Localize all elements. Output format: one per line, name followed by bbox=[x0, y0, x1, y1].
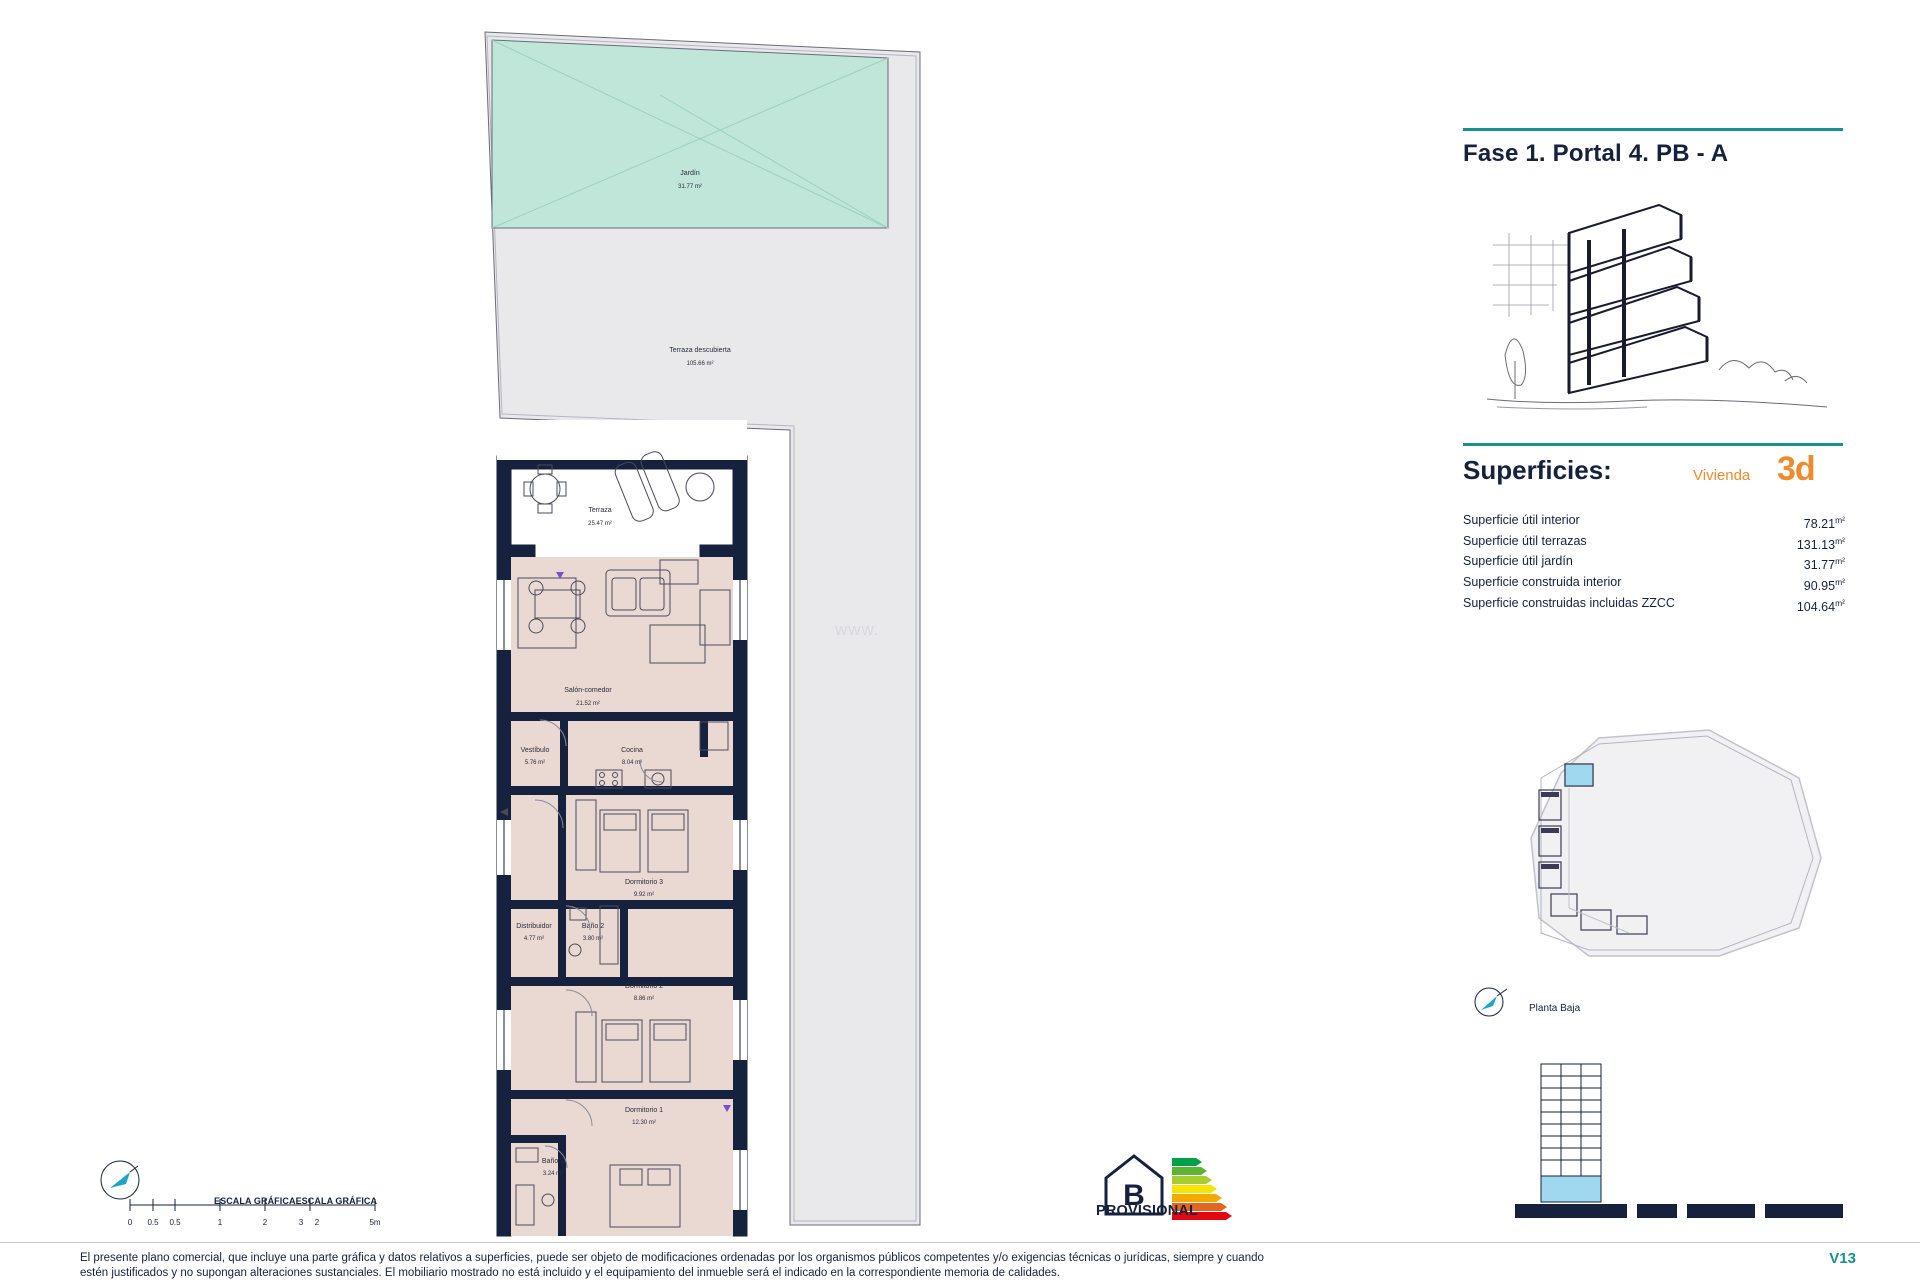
svg-text:0.5: 0.5 bbox=[169, 1218, 181, 1227]
surface-label: Superficie construida interior bbox=[1463, 574, 1622, 589]
page-title: Fase 1. Portal 4. PB - A bbox=[1463, 140, 1729, 167]
room-label-bano1: Baño 1 bbox=[541, 1158, 565, 1165]
room-label-distribuidor: Distribuidor bbox=[516, 923, 552, 930]
energy-provisional-label: PROVISIONAL bbox=[1096, 1203, 1199, 1219]
svg-text:3: 3 bbox=[298, 1218, 304, 1227]
room-label-vestibulo: Vestíbulo bbox=[520, 747, 550, 754]
surface-value: $131.13^{m^2}$ bbox=[1796, 535, 1845, 552]
surfaces-table bbox=[1463, 512, 1845, 615]
room-label-cocina: Cocina bbox=[621, 747, 643, 754]
svg-text:0.5: 0.5 bbox=[147, 1218, 159, 1227]
svg-text:2: 2 bbox=[314, 1218, 320, 1227]
divider-top bbox=[1463, 128, 1843, 131]
table-row bbox=[1463, 595, 1845, 616]
surface-label: Superficie útil jardín bbox=[1463, 554, 1573, 569]
room-area-jardin: 31.77 m² bbox=[678, 184, 702, 190]
surface-label: Superficie construidas incluidas ZZCC bbox=[1463, 595, 1675, 610]
table-row bbox=[1463, 553, 1845, 574]
room-label-jardin: Jardín bbox=[680, 170, 700, 177]
scale-caption: ESCALA GRÁFICAESCALA GRÁFICA bbox=[214, 1196, 378, 1206]
surfaces-heading: Superficies: bbox=[1463, 455, 1612, 485]
compass-icon bbox=[90, 1150, 150, 1210]
svg-text:0: 0 bbox=[127, 1218, 133, 1227]
surface-label: Superficie útil interior bbox=[1463, 513, 1580, 527]
surface-label: Superficie útil terrazas bbox=[1463, 533, 1587, 548]
room-area-terraza: 25.47 m² bbox=[588, 521, 612, 527]
table-row bbox=[1463, 574, 1845, 595]
room-area-vestibulo: 5.76 m² bbox=[524, 760, 546, 766]
compass-icon-small bbox=[1463, 980, 1523, 1025]
room-label-terraza-descubierta: Terraza descubierta bbox=[669, 347, 731, 354]
room-label-bano2: Baño 2 bbox=[581, 923, 605, 930]
surface-value: $78.21^{m^2}$ bbox=[1803, 515, 1845, 532]
site-key-plan bbox=[1469, 718, 1859, 993]
footer-disclaimer bbox=[0, 1242, 1920, 1280]
room-area-dormitorio1: 12.30 m² bbox=[632, 1120, 656, 1126]
footer-line-2: estén justificados y no supongan alteraciones sustanciales. El mobiliario mostrado no está incluido y el equipamiento del inmueble será el indicado en la correspondiente memoria de calidades. bbox=[80, 1266, 1060, 1279]
svg-text:5m: 5m bbox=[369, 1218, 381, 1227]
room-label-salon: Salón-comedor bbox=[564, 687, 612, 694]
room-label-dormitorio1: Dormitorio 1 bbox=[624, 1107, 664, 1114]
surface-value: $104.64^{m^2}$ bbox=[1796, 597, 1845, 614]
version-label: V13 bbox=[1829, 1250, 1856, 1267]
room-area-bano2: 3.80 m² bbox=[582, 936, 604, 942]
room-label-dormitorio2: Dormitorio 2 bbox=[624, 983, 664, 990]
dwelling-type: 3d bbox=[1777, 450, 1815, 488]
dwelling-label: Vivienda bbox=[1693, 467, 1751, 484]
watermark: www. bbox=[835, 620, 880, 639]
building-sketch bbox=[1469, 185, 1849, 420]
footer-line-1: El presente plano comercial, que incluye una parte gráfica y datos relativos a superficies, puede ser objeto de modificaciones ordenadas por los organismos públicos competentes y/o exigencias técnicas o jurídicas, siempre y cuando bbox=[80, 1252, 1264, 1264]
room-area-distribuidor: 4.77 m² bbox=[523, 936, 545, 942]
svg-text:1: 1 bbox=[217, 1218, 223, 1227]
room-area-cocina: 8.04 m² bbox=[621, 760, 643, 766]
info-panel bbox=[1455, 0, 1920, 1240]
table-row bbox=[1463, 533, 1845, 554]
svg-text:B: B bbox=[1123, 1179, 1145, 1212]
surface-value: $90.95^{m^2}$ bbox=[1803, 576, 1845, 594]
divider-surfaces bbox=[1463, 443, 1843, 446]
room-label-terraza: Terraza bbox=[588, 507, 612, 514]
room-area-dormitorio3: 9.92 m² bbox=[633, 892, 655, 898]
room-area-dormitorio2: 8.86 m² bbox=[633, 996, 655, 1002]
table-row bbox=[1463, 512, 1845, 533]
room-area-salon: 21.52 m² bbox=[576, 701, 600, 707]
room-area-bano1: 3.24 m² bbox=[542, 1171, 564, 1177]
building-elevation bbox=[1515, 1058, 1845, 1228]
room-area-terraza-descubierta: 105.66 m² bbox=[686, 361, 714, 367]
site-plan-caption: Planta Baja bbox=[1529, 1003, 1581, 1014]
room-label-dormitorio3: Dormitorio 3 bbox=[624, 879, 664, 886]
svg-text:2: 2 bbox=[262, 1218, 268, 1227]
surface-value: $31.77^{m^2}$ bbox=[1803, 556, 1845, 573]
